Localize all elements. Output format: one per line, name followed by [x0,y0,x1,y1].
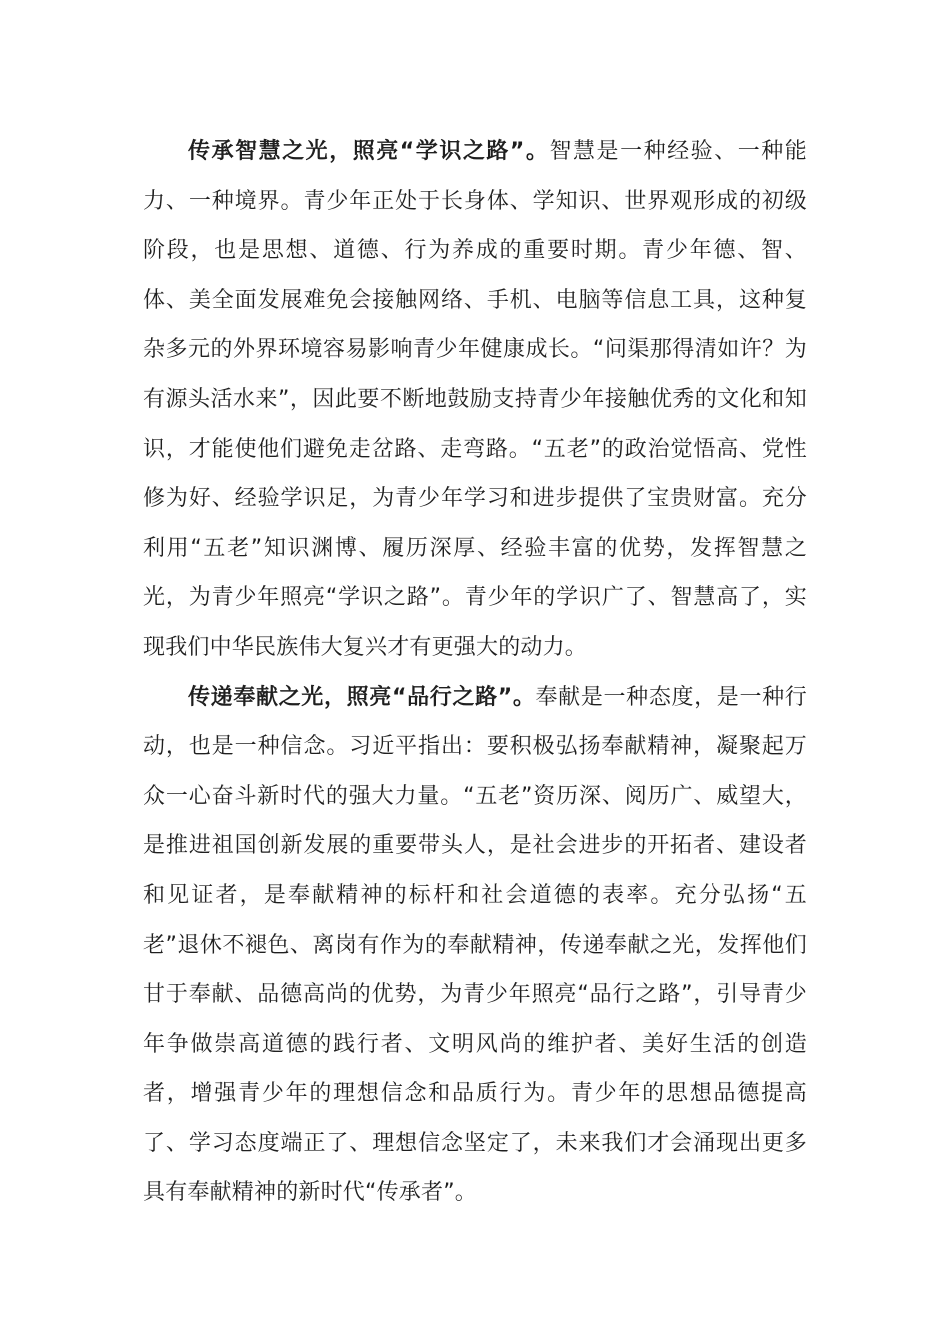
paragraph-body: 奉献是一种态度，是一种行动，也是一种信念。习近平指出：要积极弘扬奉献精神，凝聚起万众一心奋斗新时代的强大力量。“五老”资历深、阅历广、威望大，是推进祖国创新发展的重要带头人，是社会进步的开拓者、建设者和见证者，是奉献精神的标杆和社会道德的表率。充分弘扬“五老”退休不褪色、离岗有作为的奉献精神，传递奉献之光，发挥他们甘于奉献、品德高尚的优势，为青少年照亮“品行之路”，引导青少年争做崇高道德的践行者、文明风尚的维护者、美好生活的创造者，增强青少年的理想信念和品质行为。青少年的思想品德提高了、学习态度端正了、理想信念坚定了，未来我们才会涌现出更多具有奉献精神的新时代“传承者”。 [143,684,807,1206]
paragraph-wisdom [143,127,807,673]
paragraph-body: 智慧是一种经验、一种能力、一种境界。青少年正处于长身体、学知识、世界观形成的初级阶段，也是思想、道德、行为养成的重要时期。青少年德、智、体、美全面发展难免会接触网络、手机、电脑等信息工具，这种复杂多元的外界环境容易影响青少年健康成长。“问渠那得清如许？为有源头活水来”，因此要不断地鼓励支持青少年接触优秀的文化和知识，才能使他们避免走岔路、走弯路。“五老”的政治觉悟高、党性修为好、经验学识足，为青少年学习和进步提供了宝贵财富。充分利用“五老”知识渊博、履历深厚、经验丰富的优势，发挥智慧之光，为青少年照亮“学识之路”。青少年的学识广了、智慧高了，实现我们中华民族伟大复兴才有更强大的动力。 [143,139,808,660]
paragraph-heading: 传承智慧之光，照亮“学识之路”。 [188,139,550,164]
paragraph-dedication [143,673,807,1219]
paragraph-heading: 传递奉献之光，照亮“品行之路”。 [188,684,536,710]
